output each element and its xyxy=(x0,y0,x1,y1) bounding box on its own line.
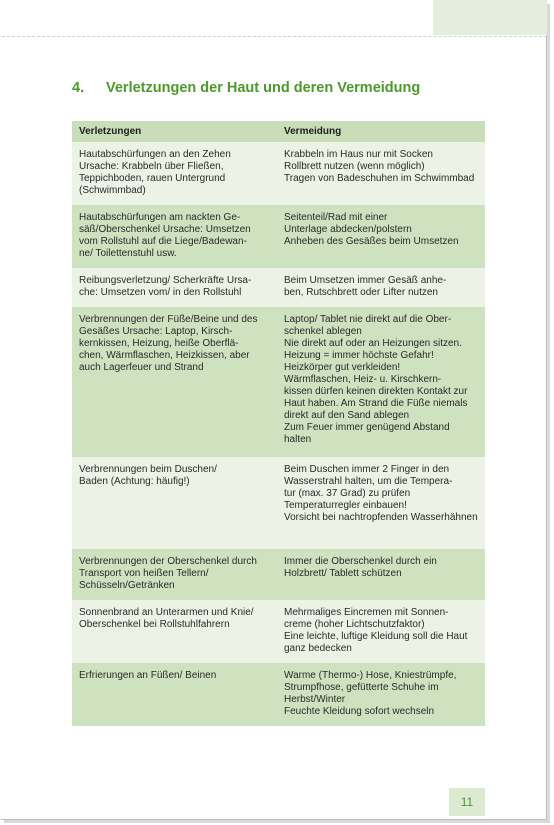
prevention-cell: Seitenteil/Rad mit einer Unterlage abdecken/polstern Anheben des Gesäßes beim Umsetzen xyxy=(277,205,485,268)
table-row xyxy=(72,142,485,205)
injury-cell: Verbrennungen beim Duschen/ Baden (Achtung: häufig!) xyxy=(72,457,277,549)
table-row xyxy=(72,205,485,268)
table-row xyxy=(72,663,485,726)
injury-cell: Verbrennungen der Oberschenkel durch Transport von heißen Tellern/ Schüsseln/Getränken xyxy=(72,549,277,600)
prevention-cell: Warme (Thermo-) Hose, Kniestrümpfe, Strumpfhose, gefütterte Schuhe im Herbst/Winter Feuchte Kleidung sofort wechseln xyxy=(277,663,485,726)
prevention-cell: Krabbeln im Haus nur mit Socken Rollbrett nutzen (wenn möglich) Tragen von Badeschuhen im Schwimmbad xyxy=(277,142,485,205)
prevention-cell: Immer die Oberschenkel durch ein Holzbrett/ Tablett schützen xyxy=(277,549,485,600)
prevention-cell: Laptop/ Tablet nie direkt auf die Ober- schenkel ablegen Nie direkt auf oder an Heizungen sitzen. Heizung = immer höchste Gefahr! Heizkörper gut verkleiden! Wärmflaschen, Heiz- u. Kirschkern- kissen dürfen keinen direkten Kontakt zur Haut haben. Am Strand die Füße niemals direkt auf den Sand ablegen Zum Feuer immer genügend Abstand halten xyxy=(277,307,485,457)
injury-cell: Reibungsverletzung/ Scherkräfte Ursa- che: Umsetzen vom/ in den Rollstuhl xyxy=(72,268,277,307)
page-number: 11 xyxy=(449,788,485,816)
injury-cell: Erfrierungen an Füßen/ Beinen xyxy=(72,663,277,726)
injury-cell: Hautabschürfungen an den Zehen Ursache: Krabbeln über Fließen, Teppichboden, rauen Untergrund (Schwimmbad) xyxy=(72,142,277,205)
prevention-cell: Beim Duschen immer 2 Finger in den Wasserstrahl halten, um die Tempera- tur (max. 37 Grad) zu prüfen Temperaturregler einbauen! Vorsicht bei nachtropfenden Wasserhähnen xyxy=(277,457,485,549)
injury-cell: Verbrennungen der Füße/Beine und des Gesäßes Ursache: Laptop, Kirsch- kernkissen, Heizung, heiße Oberflä- chen, Wärmflaschen, Heizkissen, aber auch Lagerfeuer und Strand xyxy=(72,307,277,457)
section-title: Verletzungen der Haut und deren Vermeidung xyxy=(106,80,421,96)
prevention-cell: Mehrmaliges Eincremen mit Sonnen- creme (hoher Lichtschutzfaktor) Eine leichte, luftige Kleidung soll die Haut ganz bedecken xyxy=(277,600,485,663)
injury-cell: Hautabschürfungen am nackten Ge- säß/Oberschenkel Ursache: Umsetzen vom Rollstuhl auf die Liege/Badewan- ne/ Toilettenstuhl usw. xyxy=(72,205,277,268)
table-header-row xyxy=(72,121,485,142)
header-color-block xyxy=(433,0,547,35)
table-row xyxy=(72,549,485,600)
injury-prevention-table xyxy=(72,121,485,726)
table-row xyxy=(72,600,485,663)
section-number: 4. xyxy=(72,80,85,96)
section-heading xyxy=(72,80,420,96)
table-row xyxy=(72,457,485,549)
table-row xyxy=(72,307,485,457)
header-injuries: Verletzungen xyxy=(72,121,277,142)
injury-cell: Sonnenbrand an Unterarmen und Knie/ Oberschenkel bei Rollstuhlfahrern xyxy=(72,600,277,663)
table-row xyxy=(72,268,485,307)
prevention-cell: Beim Umsetzen immer Gesäß anhe- ben, Rutschbrett oder Lifter nutzen xyxy=(277,268,485,307)
header-prevention: Vermeidung xyxy=(277,121,485,142)
